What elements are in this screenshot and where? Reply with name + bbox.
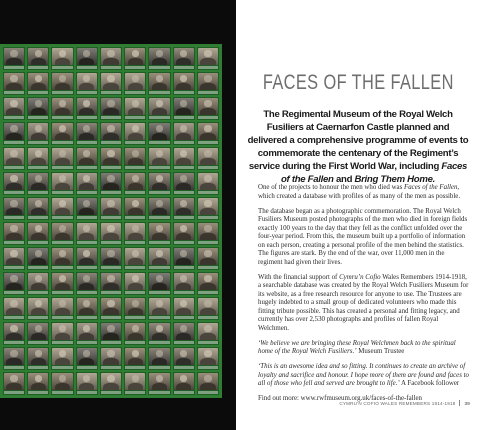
paragraph-database: The database began as a photographic commemoration. The Royal Welch Fusiliers Museum posted photographs of the men who died in foreign fields exactly 100 years to the day that they fell as the conflict unfolded over the four-year period. From this, the museum built up a portfolio of information on each person, creating a personal profile of the men behind the statistics. The figures are stark. By the end of the war, over 11,000 men in the regiment had given their lives.: [258, 207, 468, 266]
soldier-portrait: [173, 347, 195, 370]
soldier-portrait: [100, 122, 122, 145]
soldier-portrait: [3, 222, 25, 245]
soldier-portrait: [27, 122, 49, 145]
soldier-portrait: [3, 122, 25, 145]
soldier-portrait: [100, 247, 122, 270]
soldier-portrait: [51, 372, 73, 395]
soldier-portrait: [197, 322, 219, 345]
lead-emphasis-1: Faces of the Fallen: [281, 160, 468, 185]
soldier-portrait: [76, 147, 98, 170]
soldier-portrait: [51, 247, 73, 270]
soldier-portrait: [197, 297, 219, 320]
soldier-portrait: [148, 297, 170, 320]
soldier-portrait: [124, 297, 146, 320]
soldier-portrait: [173, 322, 195, 345]
soldier-portrait: [76, 172, 98, 195]
soldier-portrait: [76, 122, 98, 145]
soldier-portrait: [124, 172, 146, 195]
soldier-portrait: [27, 147, 49, 170]
soldier-portrait: [3, 297, 25, 320]
soldier-portrait: [197, 247, 219, 270]
soldier-portrait: [76, 197, 98, 220]
soldier-portrait: [76, 72, 98, 95]
soldier-portrait: [124, 372, 146, 395]
soldier-portrait: [51, 322, 73, 345]
soldier-portrait: [27, 247, 49, 270]
soldier-portrait: [3, 172, 25, 195]
soldier-portrait: [27, 97, 49, 120]
soldier-portrait: [173, 147, 195, 170]
soldier-portrait: [173, 222, 195, 245]
soldier-portrait: [76, 347, 98, 370]
soldier-portrait: [76, 222, 98, 245]
soldier-portrait: [76, 372, 98, 395]
quote-trustee: ‘We believe we are bringing these Royal Welchmen back to the spiritual home of the Royal Welch Fusiliers.’ Museum Trustee: [258, 339, 456, 355]
soldier-portrait: [197, 72, 219, 95]
soldier-portrait: [51, 272, 73, 295]
soldier-portrait: [100, 322, 122, 345]
soldier-portrait: [124, 122, 146, 145]
soldier-portrait: [100, 47, 122, 70]
soldier-portrait: [197, 347, 219, 370]
soldier-portrait: [100, 147, 122, 170]
soldier-portrait: [173, 47, 195, 70]
soldier-portrait: [51, 122, 73, 145]
soldier-portrait: [51, 172, 73, 195]
soldier-portrait: [148, 147, 170, 170]
soldier-portrait: [100, 297, 122, 320]
left-page: [0, 0, 236, 430]
soldier-portrait: [197, 122, 219, 145]
soldier-portrait: [124, 247, 146, 270]
soldier-portrait: [197, 372, 219, 395]
soldier-portrait: [51, 47, 73, 70]
lead-emphasis-2: Bring Them Home.: [354, 173, 435, 185]
soldier-portrait: [148, 222, 170, 245]
soldier-portrait: [100, 172, 122, 195]
page-number: 39: [464, 401, 470, 406]
soldier-portrait: [124, 347, 146, 370]
soldier-portrait: [148, 322, 170, 345]
soldier-portrait: [148, 172, 170, 195]
soldier-portrait: [76, 247, 98, 270]
soldier-portrait: [148, 47, 170, 70]
lead-paragraph: The Regimental Museum of the Royal Welch Fusiliers at Caernarfon Castle planned and delivered a comprehensive programme of events to commemorate the centenary of the Regiment’s service during the First World War, including Faces of the Fallen and Bring Them Home.: [247, 109, 469, 185]
soldier-portrait: [197, 47, 219, 70]
soldier-portrait: [124, 147, 146, 170]
paragraph-funding: With the financial support of Cymru’n Cofio Wales Remembers 1914-1918, a searchable database was created by the Royal Welch Fusiliers Museum for its website, as a free research resource for anyone to use. The Trustees are hugely indebted to a small group of dedicated volunteers who made this fitting tribute possible. This has created a personal and fitting legacy, and currently has over 2,530 photographs and profiles of fallen Royal Welchmen.: [258, 273, 469, 332]
soldier-portrait: [197, 97, 219, 120]
soldier-portrait: [173, 297, 195, 320]
soldier-portrait: [76, 297, 98, 320]
soldier-portrait: [27, 72, 49, 95]
soldier-portrait: [76, 97, 98, 120]
soldier-portrait: [76, 47, 98, 70]
soldier-portrait: [76, 272, 98, 295]
soldier-portrait: [148, 197, 170, 220]
soldier-portrait: [197, 147, 219, 170]
soldier-portrait: [148, 372, 170, 395]
soldier-portrait: [100, 222, 122, 245]
soldier-portrait: [148, 97, 170, 120]
soldier-portrait: [124, 322, 146, 345]
soldier-portrait: [173, 97, 195, 120]
photo-wall: [0, 44, 222, 398]
page-footer: [339, 400, 470, 406]
soldier-portrait: [3, 147, 25, 170]
soldier-portrait: [3, 197, 25, 220]
soldier-portrait: [27, 297, 49, 320]
body-text: [258, 184, 470, 410]
soldier-portrait: [51, 197, 73, 220]
soldier-portrait: [100, 272, 122, 295]
soldier-portrait: [3, 372, 25, 395]
soldier-portrait: [148, 72, 170, 95]
soldier-portrait: [3, 347, 25, 370]
soldier-portrait: [197, 172, 219, 195]
soldier-portrait: [27, 372, 49, 395]
soldier-portrait: [27, 47, 49, 70]
soldier-portrait: [27, 347, 49, 370]
soldier-portrait: [27, 197, 49, 220]
soldier-portrait: [76, 322, 98, 345]
soldier-portrait: [148, 122, 170, 145]
soldier-portrait: [100, 72, 122, 95]
soldier-portrait: [148, 272, 170, 295]
quote-facebook: ‘This is an awesome idea and so fitting. It continues to create an archive of loyalty and sacrifice and honour. I hope more of them are found and faces to all of those who fell and served are brought to life.’ A Facebook follower: [258, 363, 469, 387]
soldier-portrait: [197, 222, 219, 245]
soldier-portrait: [51, 347, 73, 370]
soldier-portrait: [173, 72, 195, 95]
soldier-portrait: [3, 272, 25, 295]
soldier-portrait: [51, 147, 73, 170]
soldier-portrait: [173, 247, 195, 270]
soldier-portrait: [173, 197, 195, 220]
soldier-portrait: [100, 97, 122, 120]
soldier-portrait: [173, 272, 195, 295]
paragraph-intro: One of the projects to honour the men who died was Faces of the Fallen, which created a database with profiles of as many of the men as possible.: [258, 184, 461, 200]
soldier-portrait: [27, 272, 49, 295]
soldier-portrait: [3, 97, 25, 120]
soldier-portrait: [100, 197, 122, 220]
soldier-portrait: [197, 272, 219, 295]
soldier-portrait: [51, 97, 73, 120]
soldier-portrait: [3, 322, 25, 345]
soldier-portrait: [3, 247, 25, 270]
soldier-portrait: [124, 72, 146, 95]
soldier-portrait: [27, 222, 49, 245]
soldier-portrait: [27, 172, 49, 195]
soldier-portrait: [124, 272, 146, 295]
soldier-portrait: [173, 172, 195, 195]
soldier-portrait: [100, 372, 122, 395]
soldier-portrait: [27, 322, 49, 345]
portrait-grid: [3, 47, 219, 395]
page-title: FACES OF THE FALLEN: [262, 71, 454, 94]
soldier-portrait: [124, 97, 146, 120]
soldier-portrait: [51, 297, 73, 320]
soldier-portrait: [51, 72, 73, 95]
soldier-portrait: [100, 347, 122, 370]
soldier-portrait: [51, 222, 73, 245]
soldier-portrait: [124, 222, 146, 245]
find-out-more-link[interactable]: Find out more: www.rwfmuseum.org.uk/faces-of-the-fallen: [258, 395, 422, 402]
footer-publication: CYMRU’N COFIO WALES REMEMBERS 1914-1918: [339, 401, 456, 406]
right-page: [236, 0, 480, 430]
soldier-portrait: [3, 47, 25, 70]
soldier-portrait: [3, 72, 25, 95]
soldier-portrait: [124, 47, 146, 70]
soldier-portrait: [148, 347, 170, 370]
soldier-portrait: [197, 197, 219, 220]
soldier-portrait: [148, 247, 170, 270]
soldier-portrait: [124, 197, 146, 220]
soldier-portrait: [173, 122, 195, 145]
footer-divider: [459, 400, 460, 406]
soldier-portrait: [173, 372, 195, 395]
